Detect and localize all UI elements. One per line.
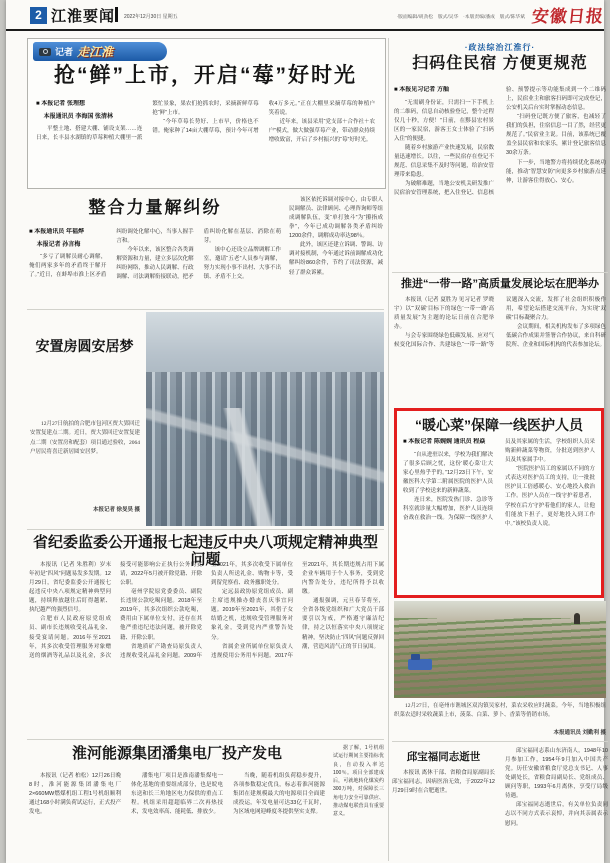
byline: 本报通讯员 李海国 张清林 (36, 113, 114, 120)
divider (392, 272, 608, 273)
headline-warmveg: “暖心菜”保障一线医护人员 (415, 417, 583, 433)
headline-powerplant: 淮河能源集团潘集电厂投产发电 (71, 745, 282, 762)
byline: ■ 本报记者 张理想 (36, 101, 85, 107)
paragraph: 当晚，随着机组负荷稳步提升，各项参数稳定优良，标志着淮河能源集团在建规模最大的电源项目全面建成投运，年发电量可达33亿千瓦时，为区域电网迎峰度冬提供坚实支撑。 (233, 773, 325, 816)
paragraph: 会议期间，相关机构发布了多项绿色低碳合作成果并签署合作协议，来自科研院所、企业和国际机构的代表参加论坛。 (506, 324, 606, 349)
paragraph: 邱宝福同志系山东济南人，1948年10月参加工作，1954年9月加入中国共产党。历任安徽省粮食厅党总支书记、人事处副处长，省粮食局副局长、党组成员、顾问等职，1993年6月离休，享受厅局级待遇。 (505, 748, 608, 800)
paragraph: “多亏了调解员耐心调解，俺们两家多年的矛盾终于解开了。”近日，在蚌埠市淮上区矛盾纠纷调处化解中心，当事人握手言和。 (29, 229, 194, 279)
body-mediation-side (289, 196, 383, 306)
headline-strawberry: 抢“鲜”上市，开启“莓”好时光 (54, 64, 357, 87)
column-divider (388, 38, 389, 861)
paragraph: 该区依托诉调对接中心，由专职人民调解员、法律顾问、心理咨询师等组成调解队伍，变“单打独斗”为“攥指成拳”，今年已成功调解各类矛盾纠纷1200余件，调解成功率达98％。 (289, 197, 383, 240)
header-rule (6, 29, 604, 31)
paragraph: 邱宝福同志逝世后，有关单位负责同志以不同方式表示哀悼，并向其亲属表示慰问。 (505, 802, 608, 827)
tractor-shape (408, 659, 432, 670)
photo-news-credit: 本报通讯员 刘勤利 摄 (553, 730, 606, 736)
aerial-city-photo (146, 312, 384, 526)
body-obituary-cont (505, 747, 608, 860)
editor-credits: ·版面编辑/胡劲松 版式/吴华 ·本版责编/潘成 版式/陈华斌 (396, 15, 525, 20)
column-tag: ·政法综治江淮行· (464, 43, 536, 52)
headline-homestay: 扫码住民宿 方便更规范 (412, 55, 588, 72)
paragraph: “医院医护员工的家属以不同的方式表达对医护员工的支持，让一批批医护员工倍感暖心、安心地投入救治工作。医护人员在一线守护着患者，学校在后方守护着他们的家人，让他们能放下担子，更好地投入到工作中。”该校负责人说。 (505, 466, 595, 527)
page-number-badge: 2 (30, 7, 47, 24)
title-divider-bar (115, 7, 118, 22)
paragraph: 潘集电厂项目是淮南潘集煤电一体化基地的重要组成部分，也是皖电东送和长三角地区电力保供的重点工程。机组采用超超临界二次再热技术，发电效率高、能耗低、排放少。 (131, 773, 223, 816)
body-warmveg (403, 438, 595, 586)
paragraph: 平整土地、搭建大棚、铺设支架……连日来，长丰县水湖镇的草莓种植大棚里一派繁忙景象，果农们抢抓农时，采摘新鲜草莓抢“鲜”上市。 (36, 101, 259, 142)
camera-icon (39, 48, 51, 56)
photo-news-caption (394, 702, 606, 721)
paragraph: 为破解难题，当地公安机关研发推广民宿治安管理系统，把入住登记、信息核验、预警提示等功能集成到一个二维码上，民宿业主和旅客扫码即可完成登记，公安机关后台实时掌握动态信息。 (394, 87, 606, 197)
body-powerplant-side (333, 744, 384, 861)
divider (392, 741, 608, 742)
paragraph: 与会专家围绕绿色低碳发展、应对气候变化国际合作、共建绿色“一带一路”等议题深入交流，发挥了社会组织积极作用，希望论坛搭建交流平台，为实现“双碳”目标凝聚合力。 (394, 297, 606, 349)
body-mediation (29, 228, 281, 306)
headline-forum: 推进“一带一路”高质量发展论坛在肥举办 (401, 278, 599, 290)
paragraph: 通报强调，元旦春节将至，全省各级党组织和广大党员干部要引以为戒，严格遵守廉洁纪律，持之以恒落实中央八项规定精神，坚决防止“四风”问题反弹回潮，营造风清气正的节日氛围。 (302, 598, 384, 650)
paragraph: “自从进驻以来，学校为我们解决了很多后顾之忧，这份‘暖心菜’让大家心里热乎乎的。”12月23日下午，安徽医科大学第二附属医院的医护人员收到了学校送来的新鲜蔬菜。 (403, 451, 493, 494)
paragraph: 今年以来，该区整合各类调解资源和力量，建立多层次化解纠纷网络，推动人民调解、行政调解、司法调解衔接联动，把矛盾纠纷化解在基层、消除在萌芽。 (116, 229, 281, 281)
article-obituary (392, 747, 608, 860)
paragraph: “无需刷身份证，只需扫一下手机上的二维码，信息自动核验登记，整个过程仅几十秒，方便！”日前，在黟县宏村景区的一家民宿，游客王女士体验了“扫码入住”的便捷。 (394, 99, 494, 142)
paragraph: 近年来，该县采用“党支部＋合作社＋农户”模式，做大做强草莓产业，带动群众持续增收致富，开启了乡村振兴的“莓”好时光。 (268, 119, 375, 144)
divider (27, 529, 384, 530)
paragraph: “扫码登记既方便了旅客，也减轻了我们的负担，住宿信息一目了然，经营更规范了。”民宿业主说。目前，该系统已覆盖全县民宿和农家乐，累计登记旅客信息30余万条。 (506, 114, 606, 157)
caption-text: 12月27日，在亳州市谯城区双沟镇吴家村，菜农采收应时蔬菜。今年，当地积极组织菜农适时采收蔬菜上市，菠菜、白菜、萝卜、香菜等俏销市场。 (394, 703, 606, 719)
body-discipline (29, 561, 384, 736)
body-powerplant (29, 772, 325, 860)
photo-feature-caption (30, 420, 140, 457)
paragraph: 本报讯（记者 朱胜利）岁末年初是“四风”问题易发多发期。12月29日，省纪委监委公开通报七起违反中央八项规定精神典型问题，持续释放越往后盯得越紧、执纪越严的强烈信号。 (29, 562, 111, 614)
paragraph: 据了解，1号机组试运行期间主要指标优良，自动投入率达100％。项目全部建成后，可就地转化煤炭约300万吨，对保障长三角电力安全可靠供应、推动煤电联营具有重要意义。 (333, 745, 384, 817)
headline-discipline: 省纪委监委公开通报七起违反中央八项规定精神典型问题 (32, 534, 378, 569)
obituary-left-column (392, 747, 495, 860)
paragraph: 合肥市人民政府原党组成员、副市长违规收受礼品礼金、接受宴请问题。2016年至2021年，其多次收受管理服务对象赠送的烟酒等礼品以及礼金，多次接受可能影响公正执行公务的宴请，2022年5月被开除党籍、开除公职。 (29, 562, 202, 659)
body-forum (394, 296, 606, 404)
paragraph: 此外，该区还建立诉调、警调、访调对接机制，今年通过诉前调解成功化解纠纷860余件，节约了司法资源，减轻了群众诉累。 (289, 242, 383, 276)
section-title: 江淮要闻 (51, 8, 116, 25)
paragraph: 随着乡村旅游产业快速发展，民宿数量迅速增长。以往，一些民宿存在登记不规范、信息采集不及时等问题，给治安管理带来隐患。 (394, 144, 494, 179)
byline: 本报记者 孙言梅 (29, 241, 81, 248)
paragraph: 该中心还设立品牌调解工作室，邀请“五老”人员参与调解，努力实现小事不出村、大事不出镇、矛盾不上交。 (203, 247, 281, 281)
caption-text: 12月27日航拍的合肥市包河区贾大郢回迁安置复建点二期。近日，贾大郢回迁安置复建点二期（安置房和配套）项目通过验收，2064户居民将喜迁新居圆安居梦。 (30, 421, 141, 456)
paragraph: 定远县政协原党组成员、副主席违规操办婚丧喜庆事宜问题。2019年至2021年，其借子女结婚之机，违规收受管理服务对象礼金，受到党内严重警告处分。 (211, 589, 293, 641)
paragraph: 本报讯（记者 夏胜为 见习记者 罗晓宇）以“‘双碳’目标下的绿色‘一带一路’高质量发展”为主题的论坛日前在合肥举办。 (394, 297, 494, 331)
byline: ■ 本报通讯员 年福烨 (29, 229, 84, 235)
paragraph: 连日来，医院发热门诊、急诊等科室就诊量大幅增加，医护人员连续奋战在救治一线。为保障一线医护人员及其家属的生活，学校组织人员采购新鲜蔬菜等物资，分批送到医护人员及其家属手中。 (403, 439, 595, 522)
paragraph: 省地质矿产勘查局原负责人违规收受礼品礼金问题。2009年至2021年，其多次收受下属单位负责人所送礼金、购物卡等，受到留党察看、政务撤职处分。 (120, 562, 293, 659)
headline-obituary: 邱宝福同志逝世 (406, 751, 481, 763)
photo-feature-credit: 本报记者 徐旻昊 摄 (92, 507, 140, 513)
badge-prefix: 记者 (55, 47, 74, 57)
paragraph: 下一步，当地警方将持续优化系统功能，推动“智慧安防”向更多乡村旅游点延伸，让游客住得放心、安心。 (506, 159, 606, 184)
paragraph: 省属企业所属单位原负责人违规使用公务用车问题。2017年至2021年，其长期违规占用下属企业车辆用于个人事务，受到党内警告处分，违纪所得予以收缴。 (211, 562, 384, 659)
body-homestay (394, 86, 606, 269)
paragraph: “今年草莓长势好、上市早，价格也不错。俺家种了14亩大棚草莓，预计今年可增收4万多元。”正在大棚里采摘草莓的种植户笑着说。 (152, 101, 375, 135)
byline: ■ 本报记者 陈婉婉 通讯员 程焱 (403, 439, 486, 446)
vegetable-field-photo (394, 601, 606, 698)
date-line: 2022年12月30日 星期五 (124, 14, 178, 20)
masthead-logo: 安徽日报 (530, 7, 605, 26)
paragraph: 本报讯（记者 柏松）12月26日晚8时，淮河能源集团潘集电厂2×660MW燃煤机组工程1号机组顺利通过168小时满负荷试运行，正式投产发电。 (29, 773, 121, 816)
body-obituary-intro (392, 769, 495, 796)
roads-texture (146, 408, 384, 526)
headline-mediation: 整合力量解纠纷 (88, 198, 222, 217)
photo-feature-title: 安置房圆安居梦 (35, 340, 134, 355)
divider (27, 739, 384, 740)
farmer-figure (574, 613, 580, 624)
byline: ■ 本报见习记者 方舢 (394, 87, 449, 93)
paragraph: 亳州学院原党委委员、副院长违规公款吃喝问题。2018年至2019年，其多次组织公款吃喝，费用由下属单位支付，还存在其他严重违纪违法问题，被开除党籍、开除公职。 (120, 589, 202, 641)
paragraph: 本报讯 离休干部、省粮食局原副局长邱宝福同志，因病医治无效，于2022年12月29日9时在合肥逝世。 (392, 770, 495, 795)
article-warmveg-redbox (394, 408, 604, 598)
reporter-column-badge (33, 42, 167, 61)
body-strawberry (36, 100, 375, 182)
divider (27, 309, 384, 310)
badge-script: 走江淮 (77, 45, 114, 59)
